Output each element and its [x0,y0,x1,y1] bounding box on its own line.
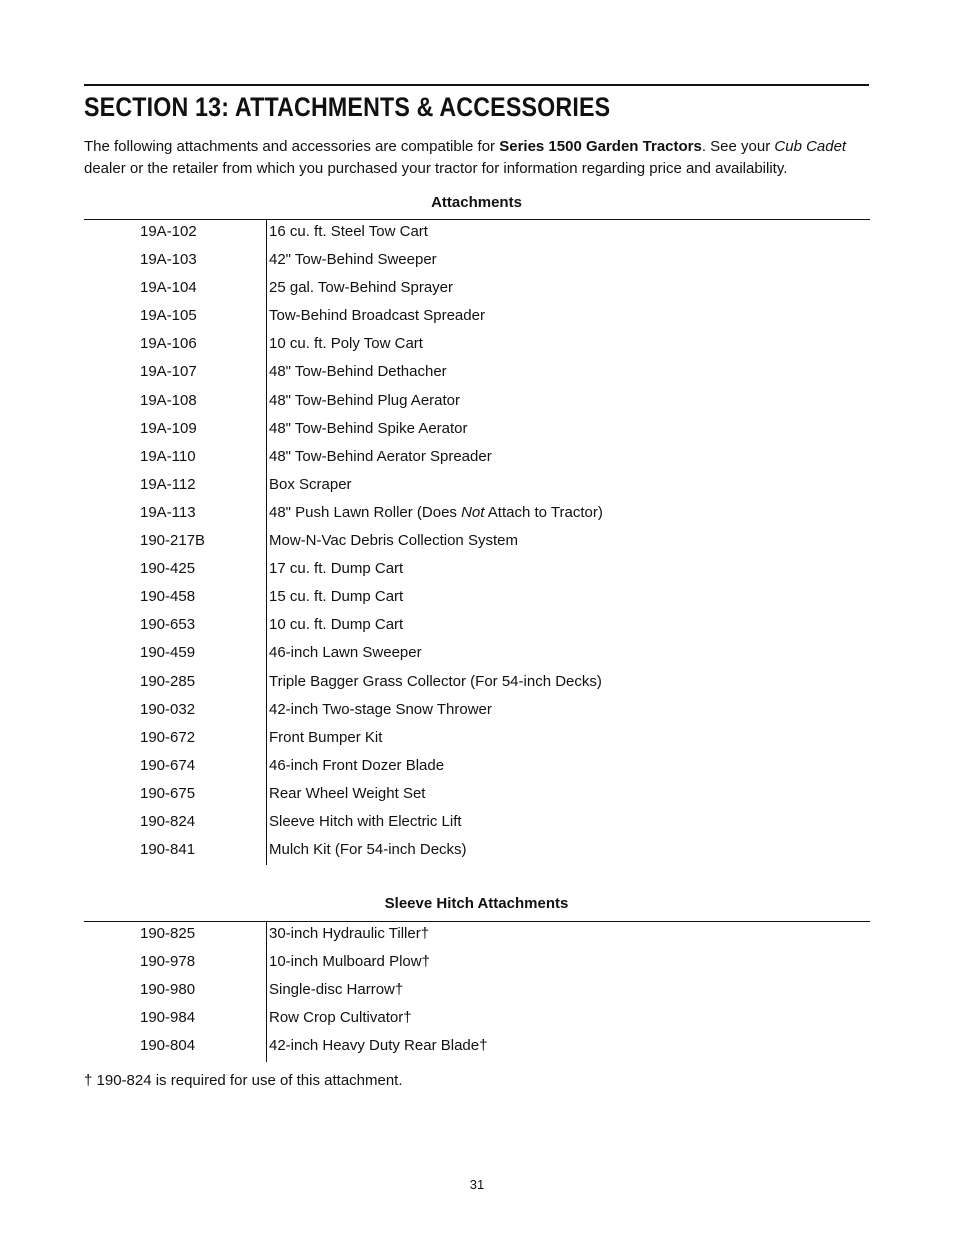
part-description: 48" Tow-Behind Spike Aerator [269,419,468,437]
part-description: Mow-N-Vac Debris Collection System [269,532,518,550]
intro-paragraph [84,136,874,180]
section-top-rule [84,84,869,86]
table-row [84,838,870,866]
table-row [84,810,870,838]
part-description: Single-disc Harrow† [269,981,404,999]
part-number: 190-217B [140,532,206,550]
intro-series-name: Series 1500 Garden Tractors [499,138,702,155]
part-description: Mulch Kit (For 54-inch Decks) [269,841,467,859]
part-number: 190-978 [140,953,196,971]
table-row [84,585,870,613]
description-text: Attach to Tractor) [484,503,603,521]
table-row [84,276,870,304]
part-number: 19A-102 [140,223,197,240]
table-row [84,389,870,417]
part-description: 48" Tow-Behind Aerator Spreader [269,447,492,465]
part-number: 19A-112 [140,475,196,493]
attachments-heading: Attachments [431,194,522,211]
part-description: 46-inch Lawn Sweeper [269,644,422,662]
table-row [84,417,870,445]
table-row [84,473,870,501]
part-description: 15 cu. ft. Dump Cart [269,588,404,606]
part-description: Sleeve Hitch with Electric Lift [269,812,462,830]
part-description: 17 cu. ft. Dump Cart [269,560,404,578]
part-number: 19A-108 [140,391,197,409]
part-number: 19A-104 [140,279,197,297]
part-description: Row Crop Cultivator† [269,1009,412,1027]
table-row [84,248,870,276]
part-number: 190-675 [140,784,196,802]
attachments-table [84,220,870,866]
table-row [84,698,870,726]
part-description: 46-inch Front Dozer Blade [269,756,445,774]
part-number: 19A-103 [140,251,197,269]
table-row [84,754,870,782]
part-number: 190-841 [140,841,196,859]
part-number: 19A-107 [140,363,197,381]
description-text: 48" Push Lawn Roller (Does [269,503,462,521]
part-description: 42-inch Two-stage Snow Thrower [269,700,492,718]
part-description: 10 cu. ft. Dump Cart [269,616,404,634]
table-row [84,641,870,669]
part-number: 190-672 [140,728,196,746]
part-description: 16 cu. ft. Steel Tow Cart [269,223,428,240]
part-description: Tow-Behind Broadcast Spreader [269,307,485,325]
footnote: † 190-824 is required for use of this attachment. [84,1072,403,1089]
table-row [84,670,870,698]
section-title: SECTION 13: ATTACHMENTS & ACCESSORIES [84,92,611,122]
table-row [84,613,870,641]
part-description: Front Bumper Kit [269,728,383,746]
part-number: 19A-109 [140,419,197,437]
part-number: 190-824 [140,812,196,830]
table-row [84,782,870,810]
part-description: 48" Tow-Behind Dethacher [269,363,447,381]
table-row [84,220,870,248]
part-number: 190-032 [140,700,196,718]
table-row [84,529,870,557]
table-row [84,360,870,388]
intro-brand-name: Cub Cadet [774,138,847,155]
part-description: Rear Wheel Weight Set [269,784,426,802]
intro-text-2: . See your [701,138,775,155]
part-number: 19A-113 [140,503,196,521]
table-row [84,1034,870,1062]
part-description: 10 cu. ft. Poly Tow Cart [269,335,423,353]
part-number: 190-285 [140,672,196,690]
part-description [269,504,603,521]
table-row [84,922,870,950]
table-row [84,978,870,1006]
part-number: 190-458 [140,588,196,606]
table-row [84,557,870,585]
part-description: 30-inch Hydraulic Tiller† [269,925,430,942]
part-number: 190-804 [140,1037,196,1055]
part-description: Box Scraper [269,475,352,493]
table-row [84,445,870,473]
sleeve-hitch-table [84,922,870,1062]
part-number: 190-825 [140,925,196,942]
part-number: 190-653 [140,616,196,634]
part-description: 25 gal. Tow-Behind Sprayer [269,279,453,297]
intro-text-1: The following attachments and accessories are compatible for [84,138,500,155]
part-description: 42-inch Heavy Duty Rear Blade† [269,1037,488,1055]
part-number: 19A-110 [140,447,196,465]
part-number: 190-984 [140,1009,196,1027]
part-number: 190-674 [140,756,196,774]
part-number: 190-980 [140,981,196,999]
part-number: 19A-105 [140,307,197,325]
table-row [84,501,870,529]
part-number: 19A-106 [140,335,197,353]
table-row [84,950,870,978]
part-description: 48" Tow-Behind Plug Aerator [269,391,461,409]
intro-text-3: dealer or the retailer from which you purchased your tractor for information regarding price and availability. [84,160,788,177]
table-row [84,1006,870,1034]
table-row [84,304,870,332]
part-number: 190-425 [140,560,196,578]
part-description: 10-inch Mulboard Plow† [269,953,430,971]
part-description: Triple Bagger Grass Collector (For 54-inch Decks) [269,672,602,690]
description-emphasis: Not [461,503,485,521]
table-row [84,332,870,360]
sleeve-hitch-heading: Sleeve Hitch Attachments [384,895,569,912]
part-description: 42" Tow-Behind Sweeper [269,251,437,269]
table-row [84,726,870,754]
page-number: 31 [469,1177,485,1192]
part-number: 190-459 [140,644,196,662]
